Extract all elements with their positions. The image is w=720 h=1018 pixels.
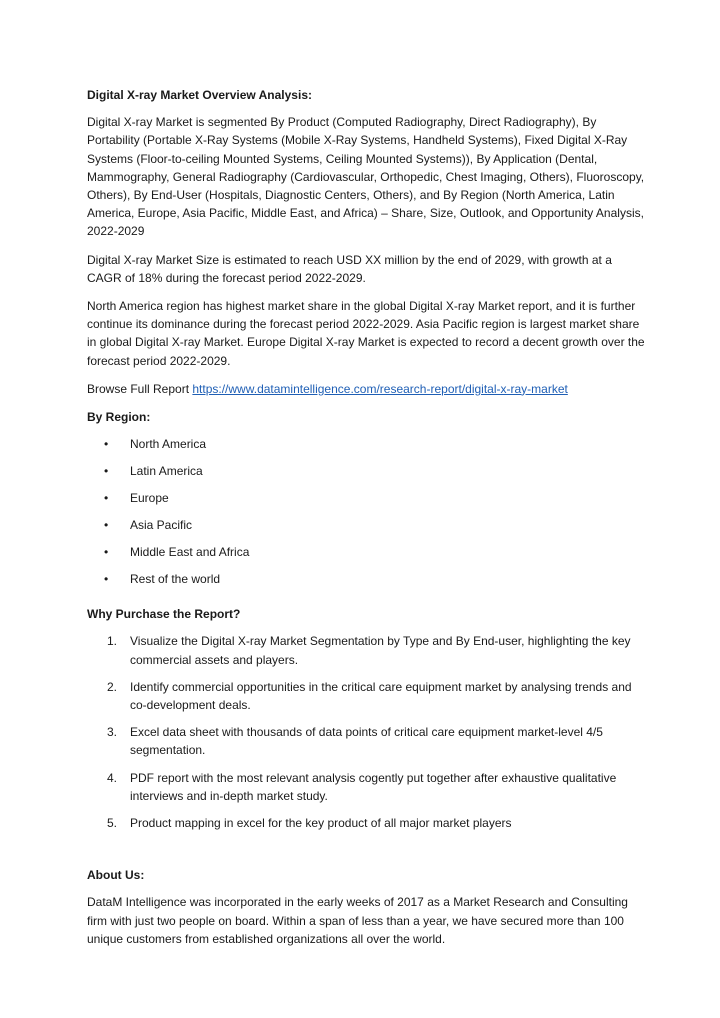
list-item: [87, 435, 647, 462]
bullet-icon: •: [104, 545, 109, 560]
list-item: [87, 462, 647, 489]
why-purchase-heading: Why Purchase the Report?: [87, 607, 241, 622]
why-purchase-list: [87, 632, 647, 832]
overview-paragraph-size: Digital X-ray Market Size is estimated to reach USD XX million by the end of 2029, with growth at a CAGR of 18% during the forecast period 2022-2029.: [87, 252, 612, 285]
region-list: [87, 435, 647, 597]
item-text: Excel data sheet with thousands of data points of critical care equipment market-level 4/5 segmentation.: [130, 725, 603, 758]
item-number: 5.: [107, 816, 118, 831]
region-label: North America: [130, 437, 207, 452]
bullet-icon: •: [104, 491, 109, 506]
list-item: [87, 723, 647, 759]
item-number: 3.: [107, 725, 118, 740]
about-heading: About Us:: [87, 868, 145, 883]
list-item: [87, 678, 647, 714]
overview-paragraph-region: North America region has highest market share in the global Digital X-ray Market report, and it is further continue its dominance during the forecast period 2022-2029. Asia Pacific region is largest market share in global Digital X-ray Market. Europe Digital X-ray Market is expected to record a decent growth over the forecast period 2022-2029.: [87, 299, 645, 368]
list-item: [87, 769, 647, 805]
region-label: Asia Pacific: [130, 518, 193, 533]
item-number: 4.: [107, 770, 118, 785]
browse-prefix: Browse Full Report: [87, 381, 193, 396]
document-body: [87, 86, 647, 958]
list-item: [87, 814, 647, 832]
list-item: [87, 516, 647, 543]
overview-heading: Digital X-ray Market Overview Analysis:: [87, 88, 312, 102]
bullet-icon: •: [104, 464, 109, 479]
report-link[interactable]: https://www.datamintelligence.com/research-report/digital-x-ray-market: [192, 381, 568, 396]
item-text: Product mapping in excel for the key product of all major market players: [130, 816, 512, 831]
item-text: Visualize the Digital X-ray Market Segmentation by Type and By End-user, highlighting the key commercial assets and players.: [130, 634, 631, 667]
list-item: [87, 543, 647, 570]
browse-full-report: [87, 380, 647, 398]
item-text: PDF report with the most relevant analysis cogently put together after exhaustive qualitative interviews and in-depth market study.: [130, 770, 617, 803]
item-number: 1.: [107, 634, 118, 649]
about-paragraph: DataM Intelligence was incorporated in the early weeks of 2017 as a Market Research and Consulting firm with just two people on board. Within a span of less than a year, we have secured more than 100 unique customers from established organizations all over the world.: [87, 895, 628, 946]
region-label: Middle East and Africa: [130, 545, 250, 560]
item-text: Identify commercial opportunities in the critical care equipment market by analysing trends and co-development deals.: [130, 679, 632, 713]
region-label: Europe: [130, 491, 169, 506]
list-item: [87, 570, 647, 597]
item-number: 2.: [107, 679, 118, 694]
region-heading: By Region:: [87, 410, 151, 425]
overview-paragraph-segmentation: Digital X-ray Market is segmented By Product (Computed Radiography, Direct Radiography), By Portability (Portable X-Ray Systems (Mobile X-Ray Systems, Handheld Systems), Fixed Digital X-Ray Systems (Floor-to-ceiling Mounted Systems, Ceiling Mounted Systems)), By Application (Dental, Mammography, General Radiography (Cardiovascular, Orthopedic, Chest Imaging, Others), Fluoroscopy, Others), By End-User (Hospitals, Diagnostic Centers, Others), and By Region (North America, Latin America, Europe, Asia Pacific, Middle East, and Africa) – Share, Size, Outlook, and Opportunity Analysis, 2022-2029: [87, 115, 645, 239]
bullet-icon: •: [104, 518, 109, 533]
region-label: Latin America: [130, 464, 203, 479]
list-item: [87, 489, 647, 516]
bullet-icon: •: [104, 437, 109, 452]
section-spacer: [87, 844, 647, 866]
list-item: [87, 632, 647, 668]
bullet-icon: •: [104, 572, 109, 587]
region-label: Rest of the world: [130, 572, 221, 587]
